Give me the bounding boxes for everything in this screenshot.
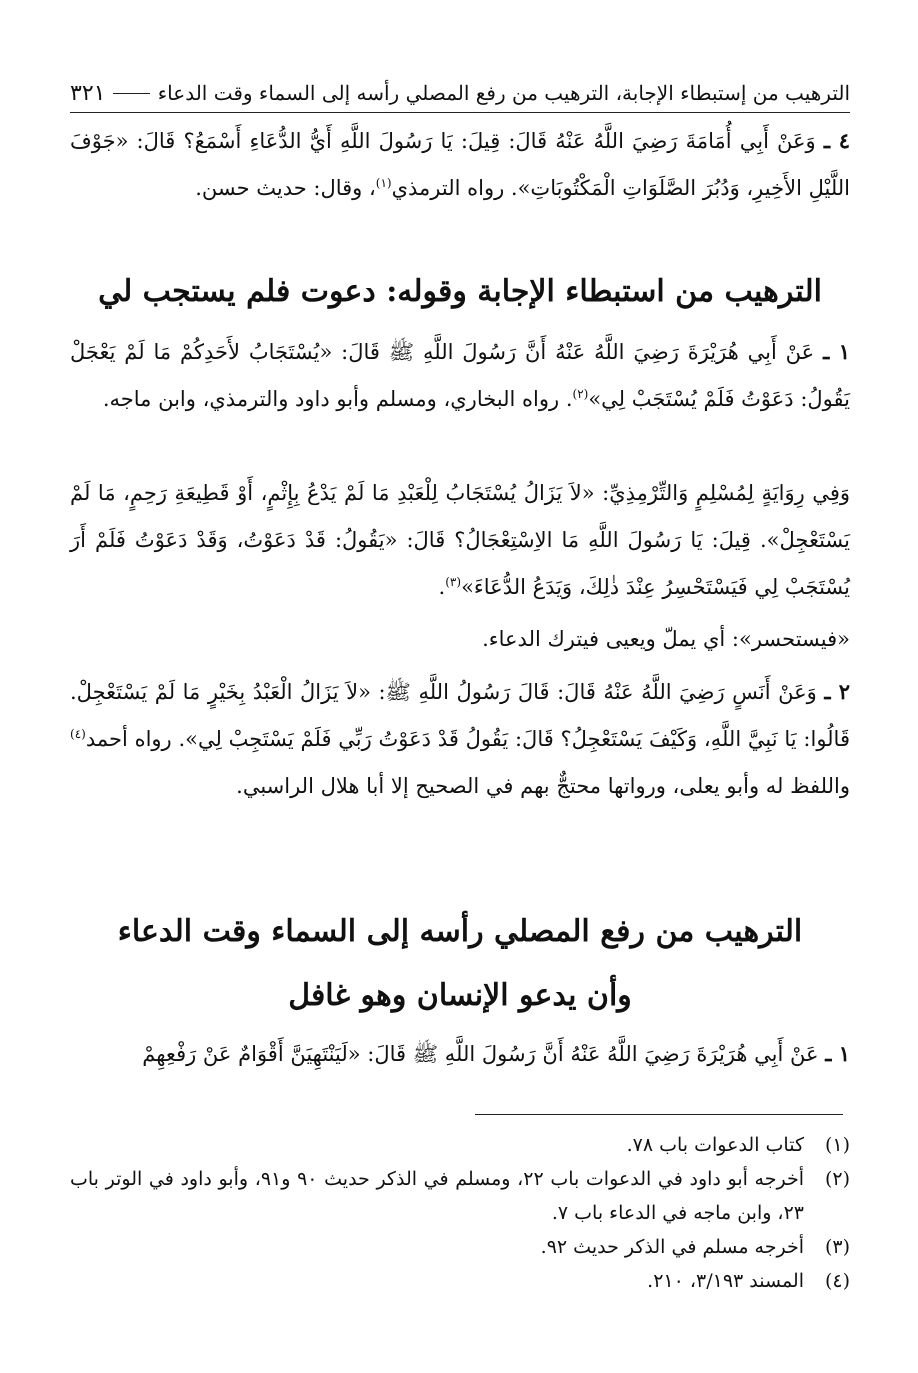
footnotes [70, 1128, 850, 1298]
running-head-title: الترهيب من إستبطاء الإجابة، الترهيب من رفع المصلي رأسه إلى السماء وقت الدعاء [157, 81, 850, 105]
hadith-number: ١ ـ [825, 1041, 850, 1066]
footnote-mark: (٤) [824, 1270, 850, 1292]
running-head [70, 78, 850, 113]
hadith-source: . رواه البخاري، ومسلم وأبو داود والترمذي، وابن ماجه. [102, 387, 573, 411]
footnote-4 [70, 1264, 850, 1298]
hadith-number: ١ ـ [823, 339, 850, 364]
hadith-punctuation: . [438, 575, 446, 599]
footnote-text: أخرجه مسلم في الذكر حديث ٩٢. [540, 1236, 804, 1258]
hadith-variant-muslim [70, 470, 850, 611]
gloss-fayastahsir: «فيستحسر»: أي يملّ ويعيى فيترك الدعاء. [482, 627, 850, 651]
hadith-1-raf-ras [70, 1030, 850, 1078]
footnote-text: أخرجه أبو داود في الدعوات باب ٢٢، ومسلم في الذكر حديث ٩٠ و٩١، وأبو داود في الوتر باب ٢٣، وابن ماجه في الدعاء باب ٧. [70, 1168, 804, 1224]
page-number: ٣٢١ [70, 80, 106, 106]
hadith-text: عَنْ أَبِي هُرَيْرَةَ رَضِيَ اللَّهُ عَنْهُ أَنَّ رَسُولَ اللَّهِ ﷺ قَالَ: «يُسْتَجَابُ لأَحَدِكُمْ مَا لَمْ يَعْجَلْ يَقُولُ: دَعَوْتُ فَلَمْ يُسْتَجَبْ لِي» [70, 340, 850, 411]
section-heading-raf-ras: الترهيب من رفع المصلي رأسه إلى السماء وقت الدعاء [117, 914, 803, 949]
footnote-ref: (٤) [70, 727, 86, 741]
footnote-2 [70, 1162, 850, 1230]
hadith-number: ٤ ـ [823, 128, 850, 153]
hadith-2-anas [70, 668, 850, 810]
footnote-text: المسند ٣/١٩٣، ٢١٠. [647, 1270, 804, 1292]
hadith-text: وَعَنْ أَبِي أُمَامَةَ رَضِيَ اللَّهُ عَنْهُ قَالَ: قِيلَ: يَا رَسُولَ اللَّهِ أَيُّ الدُّعَاءِ أَسْمَعُ؟ قَالَ: «جَوْفَ اللَّيْلِ الأَخِيرِ، وَدُبُرَ الصَّلَوَاتِ الْمَكْتُوبَاتِ». رواه الترمذي [70, 129, 850, 200]
section-heading-raf-ras-line2: وأن يدعو الإنسان وهو غافل [288, 978, 632, 1013]
footnote-3 [70, 1230, 850, 1264]
running-head-rule [113, 93, 149, 94]
section-heading-istibta: الترهيب من استبطاء الإجابة وقوله: دعوت فلم يستجب لي [98, 274, 822, 309]
footnote-ref: (١) [375, 176, 392, 190]
hadith-1-istibta [70, 328, 850, 423]
footnote-text: كتاب الدعوات باب ٧٨. [626, 1134, 804, 1156]
footnote-mark: (٣) [824, 1236, 850, 1258]
hadith-number: ٢ ـ [824, 679, 850, 704]
footnote-ref: (٢) [572, 387, 589, 401]
hadith-4-continuation [70, 117, 850, 212]
footnote-ref: (٣) [445, 575, 462, 589]
footnote-1 [70, 1128, 850, 1162]
footnote-mark: (١) [824, 1134, 850, 1156]
hadith-text: عَنْ أَبِي هُرَيْرَةَ رَضِيَ اللَّهُ عَنْهُ أَنَّ رَسُولَ اللَّهِ ﷺ قَالَ: «لَيَنْتَهِيَنَّ أَقْوَامٌ عَنْ رَفْعِهِمْ [142, 1042, 819, 1066]
hadith-source: واللفظ له وأبو يعلى، ورواتها محتجٌّ بهم في الصحيح إلا أبا هلال الراسبي. [236, 774, 850, 798]
hadith-source: ، وقال: حديث حسن. [195, 176, 376, 200]
footnote-separator [475, 1114, 843, 1115]
hadith-text: وَفِي رِوَايَةٍ لِمُسْلِمٍ وَالتِّرْمِذِيِّ: «لاَ يَزَالُ يُسْتَجَابُ لِلْعَبْدِ مَا لَمْ يَدْعُ بِإِثْمٍ، أَوْ قَطِيعَةِ رَحِمٍ، مَا لَمْ يَسْتَعْجِلْ». قِيلَ: يَا رَسُولَ اللَّهِ مَا الاِسْتِعْجَالُ؟ قَالَ: «يَقُولُ: قَدْ دَعَوْتُ، وَقَدْ دَعَوْتُ فَلَمْ أَرَ يُسْتَجَبْ لِي فَيَسْتَحْسِرُ عِنْدَ ذٰلِكَ، وَيَدَعُ الدُّعَاءَ» [70, 481, 850, 599]
hadith-text: وَعَنْ أَنَسٍ رَضِيَ اللَّهُ عَنْهُ قَالَ: قَالَ رَسُولُ اللَّهِ ﷺ: «لاَ يَزَالُ الْعَبْدُ بِخَيْرٍ مَا لَمْ يَسْتَعْجِلْ. قَالُوا: يَا نَبِيَّ اللَّهِ، وَكَيْفَ يَسْتَعْجِلُ؟ قَالَ: يَقُولُ قَدْ دَعَوْتُ رَبِّي فَلَمْ يَسْتَجِبْ لِي». رواه أحمد [70, 680, 850, 751]
footnote-mark: (٢) [824, 1168, 850, 1190]
